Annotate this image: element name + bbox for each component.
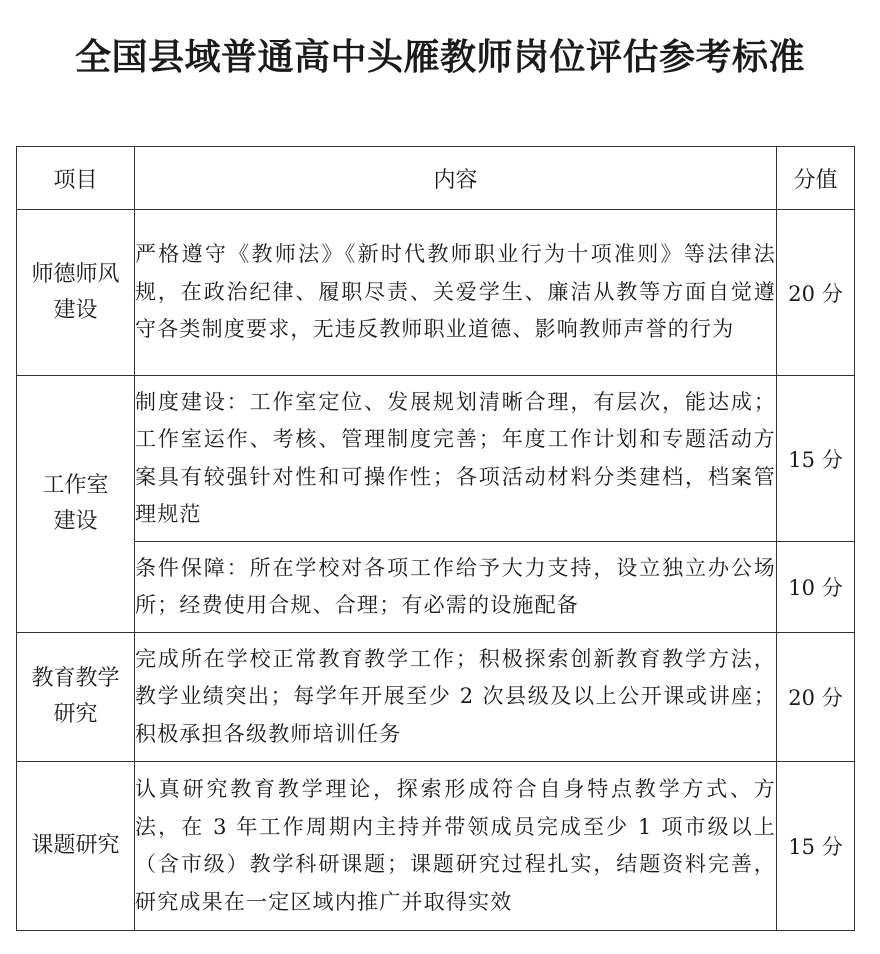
item-cell [17,762,135,931]
item-label: 课题研究 [31,833,120,858]
item-cell [17,376,135,633]
table-header [17,147,855,210]
table-row [17,542,855,633]
table-row [17,210,855,376]
score-cell: 10 分 [777,542,855,633]
header-item: 项目 [17,147,135,210]
item-cell [17,210,135,376]
score-cell: 20 分 [777,210,855,376]
page-title: 全国县域普通高中头雁教师岗位评估参考标准 [74,37,805,78]
item-label: 工作室建设 [42,473,109,534]
score-cell: 20 分 [777,633,855,762]
score-cell: 15 分 [777,762,855,931]
item-cell [17,633,135,762]
table-row [17,376,855,542]
table-row [17,762,855,931]
table-body [17,210,855,931]
table-row [17,633,855,762]
content-cell: 认真研究教育教学理论，探索形成符合自身特点教学方式、方法，在 3 年工作周期内主持并带领成员完成至少 1 项市级以上（含市级）教学科研课题；课题研究过程扎实，结题资料完善，研究成果在一定区域内推广并取得实效 [135,762,777,931]
evaluation-standards-table [16,146,855,931]
header-score: 分值 [777,147,855,210]
content-cell: 制度建设：工作室定位、发展规划清晰合理，有层次，能达成；工作室运作、考核、管理制度完善；年度工作计划和专题活动方案具有较强针对性和可操作性；各项活动材料分类建档，档案管理规范 [135,376,777,542]
header-content: 内容 [135,147,777,210]
item-label: 教育教学研究 [31,666,120,727]
score-cell: 15 分 [777,376,855,542]
item-label: 师德师风建设 [31,261,120,323]
content-cell: 条件保障：所在学校对各项工作给予大力支持，设立独立办公场所；经费使用合规、合理；有必需的设施配备 [135,542,777,633]
header-row [17,147,855,210]
content-cell: 完成所在学校正常教育教学工作；积极探索创新教育教学方法，教学业绩突出；每学年开展至少 2 次县级及以上公开课或讲座；积极承担各级教师培训任务 [135,633,777,762]
content-cell: 严格遵守《教师法》《新时代教师职业行为十项准则》等法律法规，在政治纪律、履职尽责、关爱学生、廉洁从教等方面自觉遵守各类制度要求，无违反教师职业道德、影响教师声誉的行为 [135,210,777,376]
